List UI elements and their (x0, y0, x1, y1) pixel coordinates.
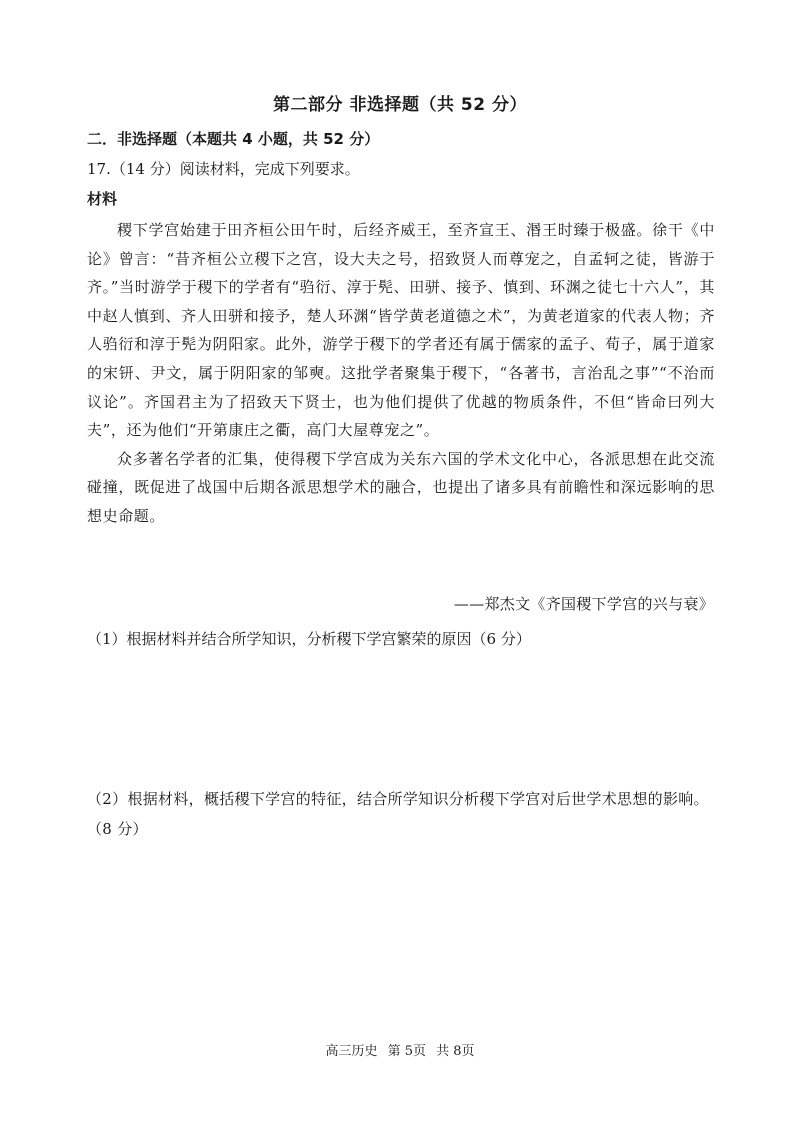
part-title: 第二部分 非选择题（共 52 分） (273, 95, 527, 115)
question-17-stem: 17.（14 分）阅读材料，完成下列要求。 (87, 160, 360, 178)
material-label: 材料 (87, 190, 118, 208)
material-body (87, 216, 715, 531)
sub-question-1: （1）根据材料并结合所学知识，分析稷下学宫繁荣的原因（6 分） (87, 630, 531, 648)
section-heading: 二．非选择题（本题共 4 小题，共 52 分） (87, 130, 380, 148)
material-paragraph-1: 稷下学宫始建于田齐桓公田午时，后经齐威王，至齐宣王、湣王时臻于极盛。徐干《中论》曾言：“昔齐桓公立稷下之宫，设大夫之号，招致贤人而尊宠之，自孟轲之徒，皆游于齐。”当时游学于稷下的学者有“驺衍、淳于髡、田骈、接予、慎到、环渊之徒七十六人”，其中赵人慎到、齐人田骈和接予，楚人环渊“皆学黄老道德之术”，为黄老道家的代表人物；齐人驺衍和淳于髡为阴阳家。此外，游学于稷下的学者还有属于儒家的孟子、荀子，属于道家的宋钘、尹文，属于阴阳家的邹奭。这批学者聚集于稷下，“各著书，言治乱之事”“不治而议论”。齐国君主为了招致天下贤士，也为他们提供了优越的物质条件，不但“皆命曰列大夫”，还为他们“开第康庄之衢，高门大屋尊宠之”。 (87, 221, 715, 440)
footer-page-number: 第 5页 (387, 1044, 426, 1059)
footer-subject: 高三历史 (325, 1044, 378, 1059)
sub-question-2: （2）根据材料，概括稷下学宫的特征，结合所学知识分析稷下学宫对后世学术思想的影响。（8 分） (87, 790, 709, 838)
material-paragraph-2: 众多著名学者的汇集，使得稷下学宫成为关东六国的学术文化中心，各派思想在此交流碰撞，既促进了战国中后期各派思想学术的融合，也提出了诸多具有前瞻性和深远影响的思想史命题。 (87, 449, 715, 525)
footer-total-pages: 共 8页 (436, 1044, 475, 1059)
material-source: ——郑杰文《齐国稷下学宫的兴与衰》 (453, 595, 714, 613)
page-footer (0, 1040, 800, 1059)
